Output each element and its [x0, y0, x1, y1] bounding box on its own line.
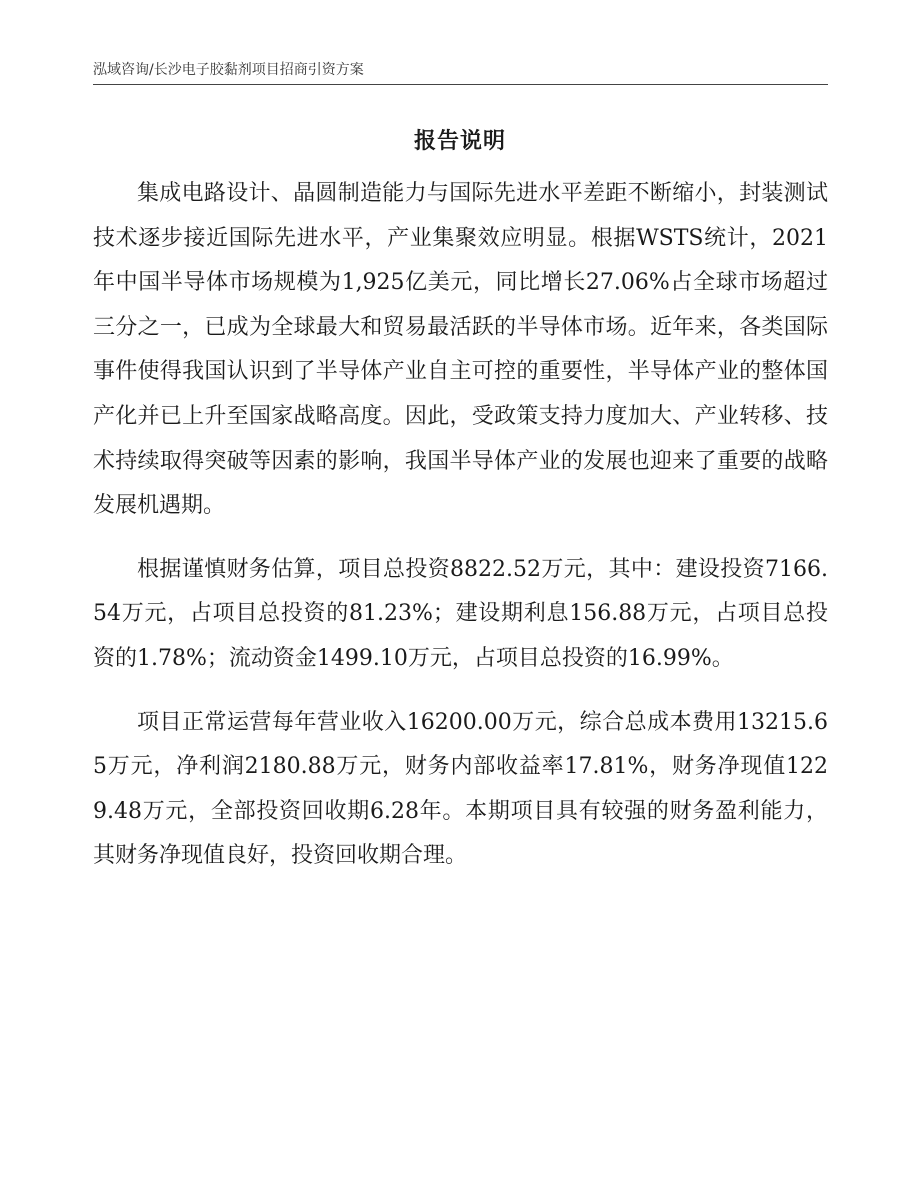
paragraph-financial-returns: 项目正常运营每年营业收入16200.00万元，综合总成本费用13215.65万元，净利润2180.88万元，财务内部收益率17.81%，财务净现值1229.48万元，全部投资回收期6.28年。本期项目具有较强的财务盈利能力，其财务净现值良好，投资回收期合理。	[93, 709, 828, 869]
paragraph-industry-background: 集成电路设计、晶圆制造能力与国际先进水平差距不断缩小，封装测试技术逐步接近国际先进水平，产业集聚效应明显。根据WSTS统计，2021年中国半导体市场规模为1,925亿美元，同比增长27.06%占全球市场超过三分之一，已成为全球最大和贸易最活跃的半导体市场。近年来，各类国际事件使得我国认识到了半导体产业自主可控的重要性，半导体产业的整体国产化并已上升至国家战略高度。因此，受政策支持力度加大、产业转移、技术持续取得突破等因素的影响，我国半导体产业的发展也迎来了重要的战略发展机遇期。	[93, 181, 828, 519]
paragraph-investment-estimate: 根据谨慎财务估算，项目总投资8822.52万元，其中：建设投资7166.54万元，占项目总投资的81.23%；建设期利息156.88万元，占项目总投资的1.78%；流动资金1499.10万元，占项目总投资的16.99%。	[93, 556, 828, 671]
document-body	[93, 172, 828, 898]
page-title: 报告说明	[413, 129, 506, 154]
page-header-breadcrumb: 泓域咨询/长沙电子胶黏剂项目招商引资方案	[93, 62, 364, 78]
header-divider	[93, 84, 828, 85]
